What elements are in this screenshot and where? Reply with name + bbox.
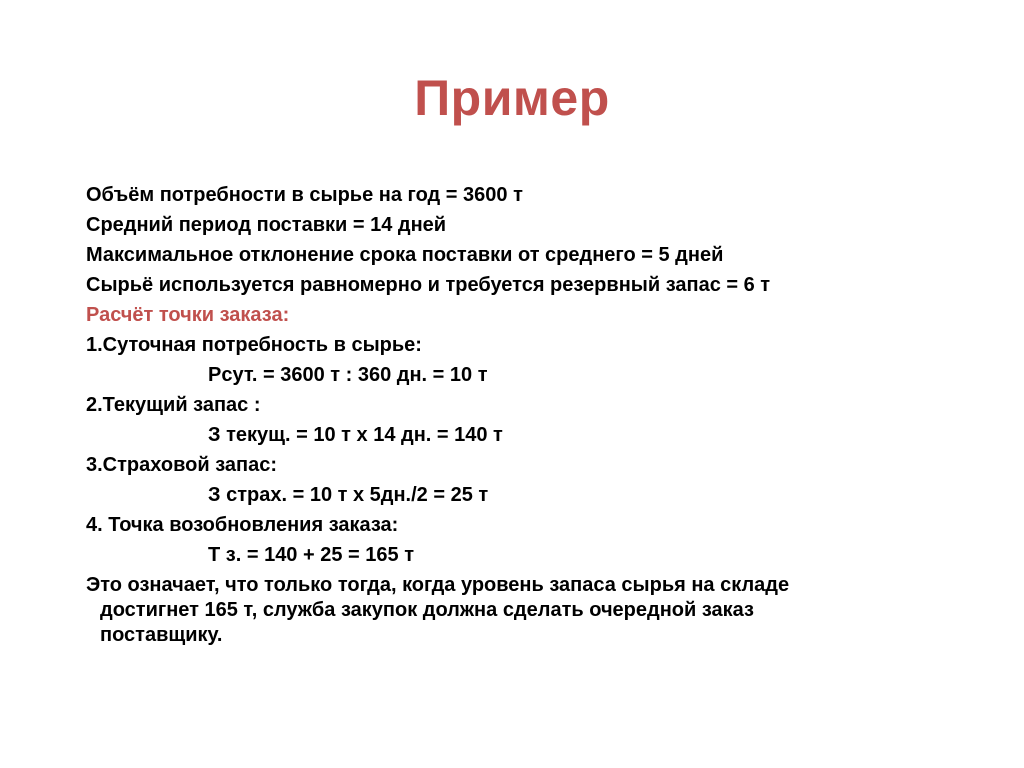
- slide-body: [86, 180, 886, 648]
- step-2-heading: 2.Текущий запас :: [86, 394, 261, 416]
- step-3-formula: З страх. = 10 т х 5дн./2 = 25 т: [208, 484, 489, 506]
- step-3-heading: 3.Страховой запас:: [86, 454, 277, 476]
- step-2-formula: З текущ. = 10 т х 14 дн. = 140 т: [208, 424, 503, 446]
- calculation-heading: Расчёт точки заказа:: [86, 304, 290, 326]
- delivery-deviation-line: Максимальное отклонение срока поставки от среднего = 5 дней: [86, 244, 724, 266]
- step-1-heading: 1.Суточная потребность в сырье:: [86, 334, 422, 356]
- step-4-heading: 4. Точка возобновления заказа:: [86, 514, 399, 536]
- step-4-formula: Т з. = 140 + 25 = 165 т: [208, 544, 414, 566]
- annual-demand-line: Объём потребности в сырье на год = 3600 т: [86, 184, 523, 206]
- delivery-period-line: Средний период поставки = 14 дней: [86, 214, 447, 236]
- slide-title: Пример: [414, 70, 610, 126]
- conclusion-paragraph: Это означает, что только тогда, когда уровень запаса сырья на складе достигнет 165 т, служба закупок должна сделать очередной заказ поставщику.: [86, 574, 790, 646]
- step-1-formula: Рсут. = 3600 т : 360 дн. = 10 т: [208, 364, 488, 386]
- reserve-stock-line: Сырьё используется равномерно и требуется резервный запас = 6 т: [86, 274, 771, 296]
